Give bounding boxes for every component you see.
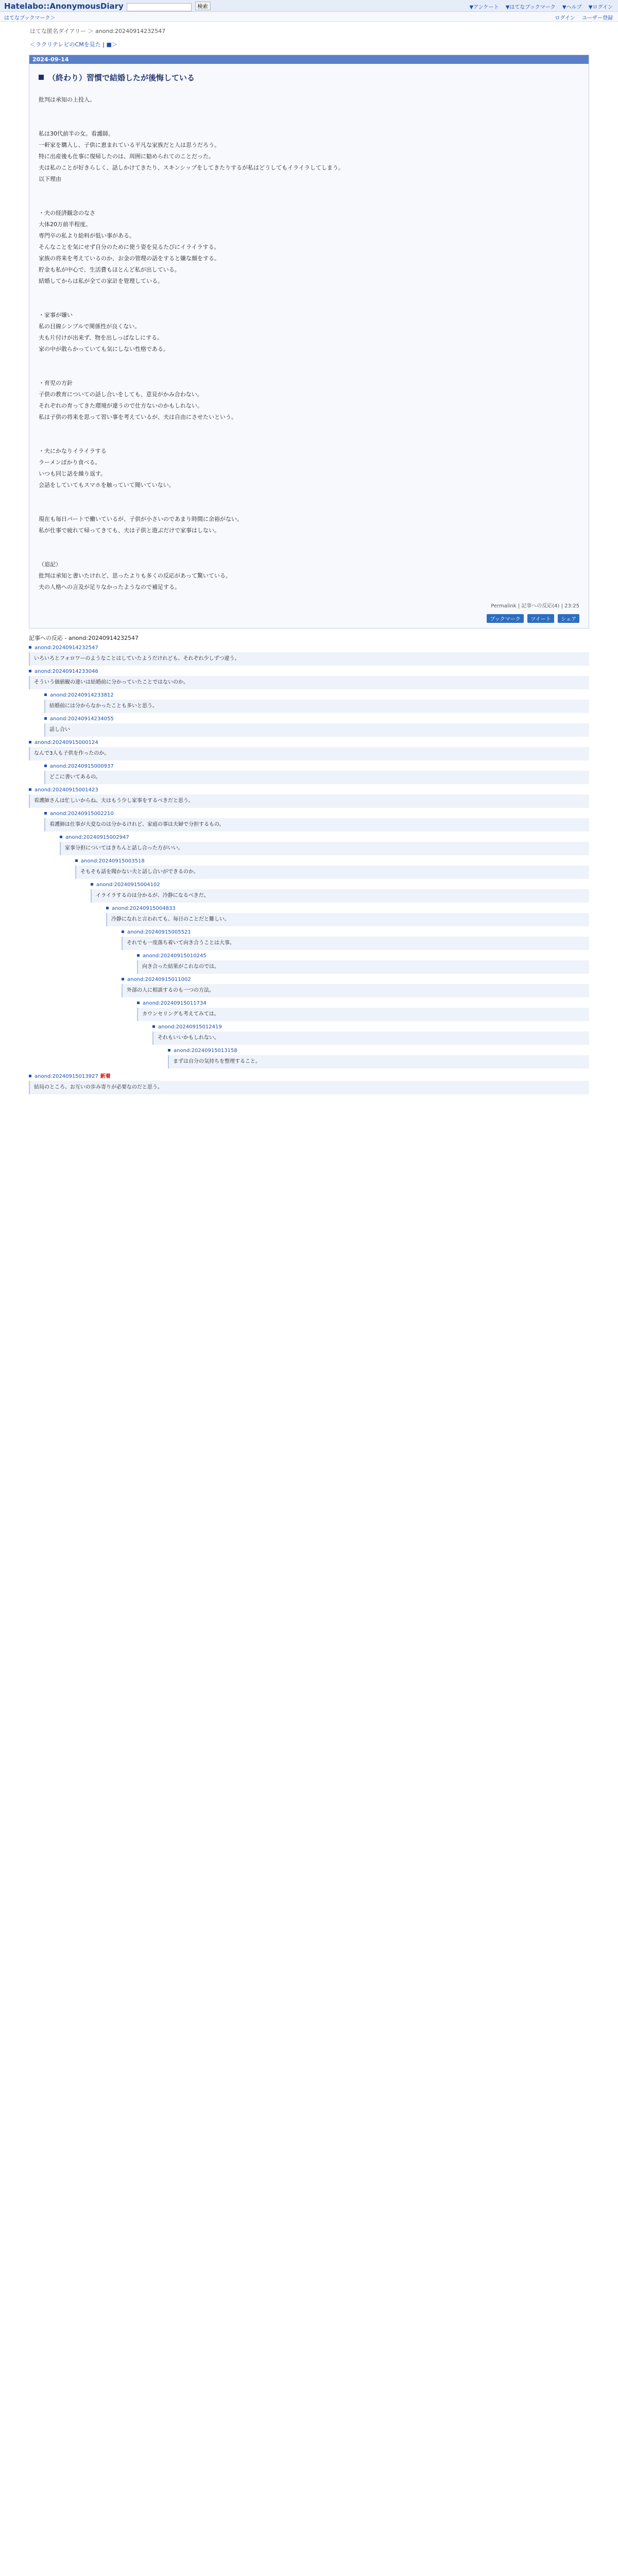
- comment-link[interactable]: anond:20240915000124: [35, 740, 98, 745]
- entry-paragraph: ・夫にかなりイライラする: [39, 448, 107, 454]
- bullet-icon: [29, 741, 31, 743]
- comment-header: [168, 1048, 589, 1054]
- comment-item: [29, 740, 589, 760]
- comment-body: それもいいかもしれない。: [152, 1031, 589, 1045]
- sub-bar: [0, 12, 618, 22]
- comment-item: [29, 1072, 589, 1094]
- paragraph-gap: [39, 542, 579, 553]
- entry-paragraph: ・育児の方針: [39, 380, 73, 386]
- comment-body: イライラするのは分かるが、冷静になるべきだ。: [91, 889, 589, 903]
- comment-item: [91, 882, 589, 903]
- entry-date: 2024-09-14: [29, 55, 589, 64]
- login-link[interactable]: ログイン: [555, 15, 575, 21]
- bullet-icon: [122, 930, 124, 933]
- paragraph-gap: [39, 293, 579, 304]
- comment-header: [29, 669, 589, 674]
- top-bar: [0, 0, 618, 12]
- comment-link[interactable]: anond:20240915013927: [35, 1074, 98, 1079]
- search-input[interactable]: [127, 3, 192, 11]
- top-link-login[interactable]: ▼ログイン: [588, 5, 613, 10]
- comment-body: カウンセリングも考えてみては。: [137, 1008, 589, 1021]
- comment-body: 話し合い: [44, 723, 589, 737]
- comment-body: それでも一度落ち着いて向き合うことは大事。: [122, 937, 589, 950]
- comment-link[interactable]: anond:20240915012419: [158, 1024, 222, 1030]
- comment-item: [60, 835, 589, 855]
- comment-header: [44, 764, 589, 769]
- comment-body: 看護師さんは忙しいからね。夫はもう少し家事をするべきだと思う。: [29, 794, 589, 808]
- entry-paragraph: 現在も毎日パートで働いているが、子供が小さいのであまり時間に余裕がない。: [39, 516, 243, 522]
- new-badge: 新着: [100, 1074, 111, 1079]
- share-bar: [29, 612, 589, 628]
- comment-header: [106, 906, 589, 911]
- comment-body: なんで3人も子供を作ったのか。: [29, 747, 589, 760]
- comment-link[interactable]: anond:20240915004833: [112, 906, 176, 911]
- comment-item: [44, 692, 589, 713]
- comment-header: [44, 692, 589, 698]
- comment-header: [60, 835, 589, 840]
- comment-body: いろいろとフォロワーのようなことはしていたようだけれども、それぞれ少しずつ違う。: [29, 652, 589, 666]
- entry-paragraph: 夫も片付けが出来ず、物を出しっぱなしにする。: [39, 334, 163, 341]
- diary-entry: [29, 55, 589, 629]
- entry-paragraph: 夫は私のことが好きらしく、話しかけてきたり、スキンシップをしてきたりするが私はどうしてもイライラしてしまう。: [39, 164, 344, 171]
- entry-nav: [30, 40, 618, 48]
- bullet-icon: [29, 1075, 31, 1077]
- bullet-icon: [106, 907, 109, 909]
- facebook-share-button[interactable]: シェア: [558, 614, 579, 623]
- entry-paragraph: 家族の将来を考えているのか、お金の管理の話をすると嫌な顔をする。: [39, 255, 220, 262]
- entry-paragraph: 一軒家を購入し、子供に恵まれている平凡な家族だと人は思うだろう。: [39, 142, 220, 148]
- entry-paragraph: 私は子供の将来を思って習い事を考えているが、夫は自由にさせたいという。: [39, 414, 237, 420]
- comment-item: [152, 1024, 589, 1045]
- top-link-bookmark[interactable]: ▼はてなブックマーク: [505, 5, 556, 10]
- entry-paragraph: そんなことを気にせず自分のために使う姿を見るたびにイライラする。: [39, 244, 220, 250]
- paragraph-gap: [39, 361, 579, 372]
- comment-link[interactable]: anond:20240915005521: [127, 929, 191, 935]
- site-logo[interactable]: Hatelabo::AnonymousDiary: [4, 2, 124, 11]
- comment-link[interactable]: anond:20240914233046: [35, 669, 98, 674]
- bookmark-link[interactable]: はてなブックマーク＞: [4, 15, 56, 21]
- comment-link[interactable]: anond:20240914234055: [50, 716, 114, 722]
- bullet-icon: [60, 836, 62, 838]
- bullet-icon: [137, 1002, 140, 1004]
- comment-body: どこに書いてあるの。: [44, 771, 589, 784]
- bullet-icon: [137, 954, 140, 957]
- comment-body: 外部の人に相談するのも一つの方法。: [122, 984, 589, 997]
- comment-header: [122, 929, 589, 935]
- bullet-icon: [29, 646, 31, 649]
- comment-link[interactable]: anond:20240914233812: [50, 692, 114, 698]
- bullet-icon: [44, 765, 47, 767]
- account-links: [550, 13, 613, 21]
- comment-body: 看護師は仕事が大変なのは分かるけれど、家庭の事は夫婦で分担するもの。: [44, 818, 589, 832]
- comment-header: [152, 1024, 589, 1030]
- comment-link[interactable]: anond:20240915011002: [127, 977, 191, 982]
- comment-item: [29, 787, 589, 808]
- comment-item: [106, 906, 589, 926]
- comment-item: [44, 764, 589, 784]
- comment-header: [44, 716, 589, 722]
- entry-paragraph: ・夫の経済観念のなさ: [39, 210, 95, 216]
- bullet-icon: [29, 788, 31, 791]
- entry-paragraph: 家の中が散らかっていても気にしない性格である。: [39, 346, 169, 352]
- comment-header: [91, 882, 589, 888]
- bullet-icon: [122, 978, 124, 980]
- bullet-icon: [44, 717, 47, 720]
- comment-body: そういう価値観の違いは結婚前に分かっていたことではないのか。: [29, 676, 589, 689]
- comment-body: そもそも話を聞かない夫と話し合いができるのか。: [75, 866, 589, 879]
- trackbacks-heading: 記事への反応 - anond:20240914232547: [29, 635, 139, 641]
- comment-link[interactable]: anond:20240914232547: [35, 645, 98, 651]
- entry-paragraph: 貯金も私が中心で、生活費もほとんど私が出している。: [39, 266, 180, 273]
- entry-paragraph: 結婚してからは私が全ての家計を管理している。: [39, 278, 163, 284]
- entry-section: [29, 64, 589, 598]
- nav-separator: |: [100, 41, 107, 48]
- top-links: [464, 3, 613, 10]
- comment-item: [29, 645, 589, 666]
- comment-link[interactable]: anond:20240915002210: [50, 811, 114, 817]
- comment-item: [137, 953, 589, 974]
- entry-paragraph: 子供の教育についての話し合いをしても、意見がかみ合わない。: [39, 391, 203, 398]
- comment-item: [29, 669, 589, 689]
- bullet-icon: [168, 1049, 170, 1052]
- comment-item: [75, 858, 589, 879]
- entry-paragraph: 夫の人格への言及が足りなかったようなので補足する。: [39, 584, 180, 590]
- entry-paragraph: 私は30代前半の女。看護師。: [39, 130, 114, 137]
- entry-paragraph: 私の目線シンプルで関係性が良くない。: [39, 323, 141, 330]
- comment-header: [29, 740, 589, 745]
- bullet-icon: [91, 883, 93, 886]
- paragraph-gap: [39, 191, 579, 202]
- bullet-icon: [44, 693, 47, 696]
- bullet-icon: [75, 859, 78, 862]
- entry-paragraph: 批判は承知の上投入。: [39, 96, 95, 103]
- comment-item: [44, 716, 589, 737]
- search-form: [127, 2, 211, 11]
- comment-list: [29, 645, 589, 1094]
- tweet-share-button[interactable]: ツイート: [527, 614, 554, 623]
- entry-paragraph: 大体20万前半程度。: [39, 221, 91, 228]
- entry-paragraph: 私が仕事で疲れて帰ってきても、夫は子供と遊ぶだけで家事はしない。: [39, 527, 220, 534]
- comment-header: [122, 977, 589, 982]
- search-button[interactable]: 検索: [195, 2, 211, 10]
- comment-header: [137, 1001, 589, 1006]
- comment-link[interactable]: anond:20240915000937: [50, 764, 114, 769]
- comment-item: [122, 929, 589, 950]
- entry-paragraph: それぞれの育ってきた環境が違うので仕方ないのかもしれない。: [39, 402, 203, 409]
- entry-paragraph: 以下理由: [39, 176, 61, 182]
- comment-item: [137, 1001, 589, 1021]
- entry-paragraph: 専門卒の私より給料が低い事がある。: [39, 232, 135, 239]
- paragraph-gap: [39, 429, 579, 440]
- comment-body: まずは自分の気持ちを整理すること。: [168, 1055, 589, 1069]
- entry-paragraph: 批判は承知と書いたけれど、思ったよりも多くの反応があって驚いている。: [39, 572, 231, 579]
- prev-entry-link[interactable]: ＜ラクリテレビのCMを見た: [30, 41, 101, 48]
- comment-body: 向き合った結果がこれなのでは。: [137, 960, 589, 974]
- comment-header: [29, 787, 589, 793]
- entry-title[interactable]: [39, 72, 579, 83]
- paragraph-gap: [39, 497, 579, 508]
- comment-link[interactable]: anond:20240915013158: [174, 1048, 237, 1054]
- register-link[interactable]: ユーザー登録: [582, 15, 613, 21]
- comment-link[interactable]: anond:20240915011734: [143, 1001, 207, 1006]
- comment-body: 結局のところ、お互いの歩み寄りが必要なのだと思う。: [29, 1081, 589, 1094]
- entry-paragraph: 会話をしていてもスマホを触っていて聞いていない。: [39, 482, 175, 488]
- comment-link[interactable]: anond:20240915010245: [143, 953, 207, 959]
- entry-paragraph: ・家事が嫌い: [39, 312, 73, 318]
- top-link-survey[interactable]: ▼アンケート: [469, 5, 499, 10]
- entry-paragraph: ラーメンばかり食べる。: [39, 459, 101, 466]
- comment-item: [168, 1048, 589, 1069]
- entry-title-text: （終わり）習慣で結婚したが後悔している: [48, 73, 195, 82]
- entry-paragraph: （追記）: [39, 561, 61, 568]
- comment-body: 結婚前には分からなかったことも多いと思う。: [44, 700, 589, 713]
- comment-body: 家事分担についてはきちんと話し合った方がいい。: [60, 842, 589, 855]
- comment-header: [29, 645, 589, 651]
- comment-item: [122, 977, 589, 997]
- comment-header: [75, 858, 589, 864]
- comment-link[interactable]: anond:20240915002947: [65, 835, 129, 840]
- paragraph-gap: [39, 111, 579, 123]
- comment-item: [44, 811, 589, 832]
- comment-header: [137, 953, 589, 959]
- breadcrumb[interactable]: はてな匿名ダイアリー ＞ anond:20240914232547: [30, 28, 166, 35]
- title-square-icon: [39, 75, 44, 80]
- comment-link[interactable]: anond:20240915001423: [35, 787, 98, 793]
- comment-link[interactable]: anond:20240915004102: [96, 882, 160, 888]
- bullet-icon: [44, 812, 47, 815]
- next-entry-link[interactable]: ■＞: [106, 41, 117, 48]
- bookmark-share-button[interactable]: ブックマーク: [487, 614, 523, 623]
- comment-body: 冷静になれと言われても、毎日のことだと難しい。: [106, 913, 589, 926]
- entry-footer[interactable]: Permalink | 記事への反応(4) | 23:25: [491, 603, 579, 609]
- comment-header: [44, 811, 589, 817]
- entry-paragraph: いつも同じ話を繰り返す。: [39, 470, 107, 477]
- comment-link[interactable]: anond:20240915003518: [81, 858, 145, 864]
- bullet-icon: [29, 670, 31, 672]
- top-link-help[interactable]: ▼ヘルプ: [562, 5, 582, 10]
- bullet-icon: [152, 1025, 155, 1028]
- entry-paragraph: 特に出産後も仕事に復帰したのは、周囲に勧められてのことだった。: [39, 153, 214, 160]
- entry-body: [39, 94, 579, 593]
- comment-header: [29, 1072, 589, 1079]
